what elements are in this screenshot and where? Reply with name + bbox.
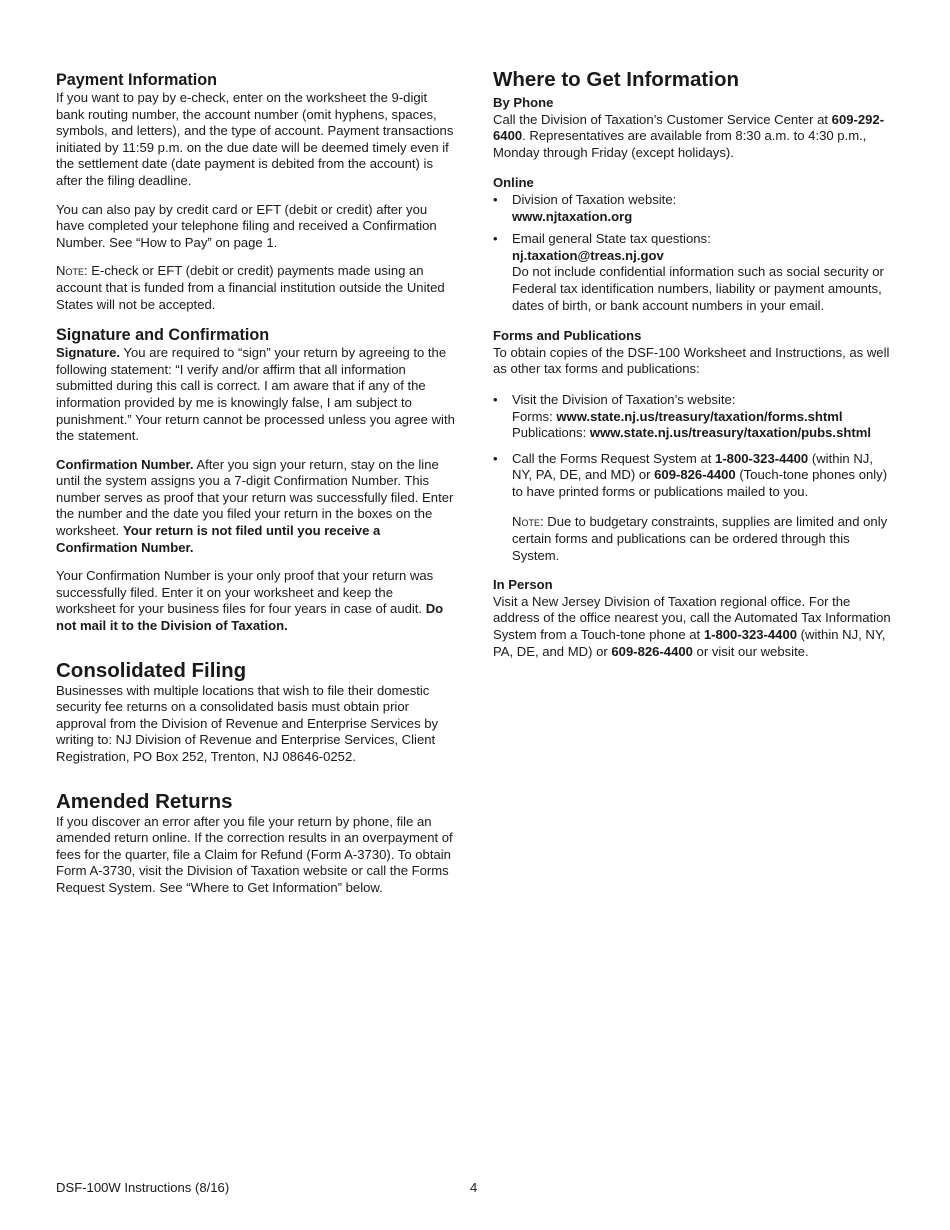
online-heading: Online xyxy=(493,175,534,191)
publications-link[interactable]: www.state.nj.us/treasury/taxation/pubs.shtml xyxy=(589,425,871,441)
by-phone-paragraph: Call the Division of Taxation’s Customer Service Center at 609-292-6400. Representatives are available from 8:30 a.m. to 4:30 p.m., Monday through Friday (except holidays). xyxy=(493,111,885,160)
proof-paragraph: Your Confirmation Number is your only proof that your return was successfully filed. Enter it on your worksheet and keep the worksheet for your business files for four years in case of audit. Do not mail it to the Division of Taxation. xyxy=(56,568,444,634)
payment-note: Note: E-check or EFT (debit or credit) payments made using an account that is funded from a financial institution outside the United States will not be accepted. xyxy=(56,263,445,312)
right-column xyxy=(493,68,895,660)
left-column xyxy=(56,68,456,897)
list-item: • Visit the Division of Taxation’s website: Forms: www.state.nj.us/treasury/taxation/forms.shtml Publications: www.state.nj.us/treasury/taxation/pubs.shtml xyxy=(493,391,871,441)
consolidated-heading: Consolidated Filing xyxy=(56,658,247,682)
where-heading: Where to Get Information xyxy=(493,68,739,91)
payment-paragraph-2: You can also pay by credit card or EFT (debit or credit) after you have completed your telephone filing and received a Confirmation Number. See “How to Pay” on page 1. xyxy=(56,201,437,250)
list-item: • Division of Taxation website: www.njtaxation.org xyxy=(493,191,677,224)
in-person-paragraph: Visit a New Jersey Division of Taxation regional office. For the address of the office nearest you, call the Automated Tax Information System from a Touch-tone phone at 1-800-323-4400 (within NJ, NY, PA, DE, and MD) or 609-826-4400 or visit our website. xyxy=(493,593,891,659)
email-link[interactable]: nj.taxation@treas.nj.gov xyxy=(512,247,664,263)
signature-paragraph: Signature. You are required to “sign” your return by agreeing to the following statement: “I verify and/or affirm that all information submitted during this call is correct. I am aware that if any of the information provided by me is knowingly false, I am subject to punishment.” Your return cannot be processed unless you agree with the statement. xyxy=(56,345,455,444)
footer-form-id: DSF-100W Instructions (8/16) xyxy=(56,1180,230,1195)
list-item: • Email general State tax questions: nj.taxation@treas.nj.gov Do not include confidential information such as social security or Federal tax identification numbers, liability or payment amounts, dates of birth, or bank account numbers in your email. xyxy=(493,231,884,313)
note-label: Note: xyxy=(56,263,88,279)
consolidated-paragraph: Businesses with multiple locations that wish to file their domestic security fee returns on a consolidated basis must obtain prior approval from the Division of Revenue and Enterprise Services by writing to: NJ Division of Revenue and Enterprise Services, Client Registration, PO Box 252, Trenton, NJ 08646-0252. xyxy=(56,682,439,764)
amended-heading: Amended Returns xyxy=(56,789,233,813)
signature-heading: Signature and Confirmation xyxy=(56,326,270,345)
forms-link[interactable]: www.state.nj.us/treasury/taxation/forms.shtml xyxy=(556,408,843,424)
list-item: • Call the Forms Request System at 1-800-323-4400 (within NJ, NY, PA, DE, and MD) or 609-826-4400 (Touch-tone phones only) to have printed forms or publications mailed to you. xyxy=(493,450,888,499)
payment-heading: Payment Information xyxy=(56,71,217,89)
by-phone-heading: By Phone xyxy=(493,95,554,110)
forms-list xyxy=(493,392,895,501)
website-link[interactable]: www.njtaxation.org xyxy=(512,208,633,224)
note-label: Note: xyxy=(512,514,544,530)
amended-paragraph: If you discover an error after you file your return by phone, file an amended return online. If the correction results in an overpayment of fees for the quarter, file a Claim for Refund (Form A-3730). To obtain Form A-3730, visit the Division of Taxation website or call the Forms Request System. See “Where to Get Information” below. xyxy=(56,813,453,895)
online-list xyxy=(493,192,895,314)
forms-intro: To obtain copies of the DSF-100 Worksheet and Instructions, as well as other tax forms and publications: xyxy=(493,344,890,377)
confirmation-paragraph: Confirmation Number. After you sign your return, stay on the line until the system assigns you a 7-digit Confirmation Number. This number serves as proof that your return was successfully filed. Enter the number and the date you filed your return in the boxes on the worksheet. Your return is not filed until you receive a Confirmation Number. xyxy=(56,456,454,555)
in-person-heading: In Person xyxy=(493,577,553,593)
forms-note: Note: Due to budgetary constraints, supplies are limited and only certain forms and publications can be ordered through this System. xyxy=(512,514,888,563)
payment-paragraph-1: If you want to pay by e-check, enter on the worksheet the 9-digit bank routing number, the account number (omit hyphens, spaces, symbols, and letters), and the type of account. Payment transactions initiated by 11:59 p.m. on the due date will be deemed timely even if the settlement date (date payment is debited from the account) is after the filing deadline. xyxy=(56,90,454,188)
forms-heading: Forms and Publications xyxy=(493,328,642,344)
page-number: 4 xyxy=(470,1180,478,1195)
